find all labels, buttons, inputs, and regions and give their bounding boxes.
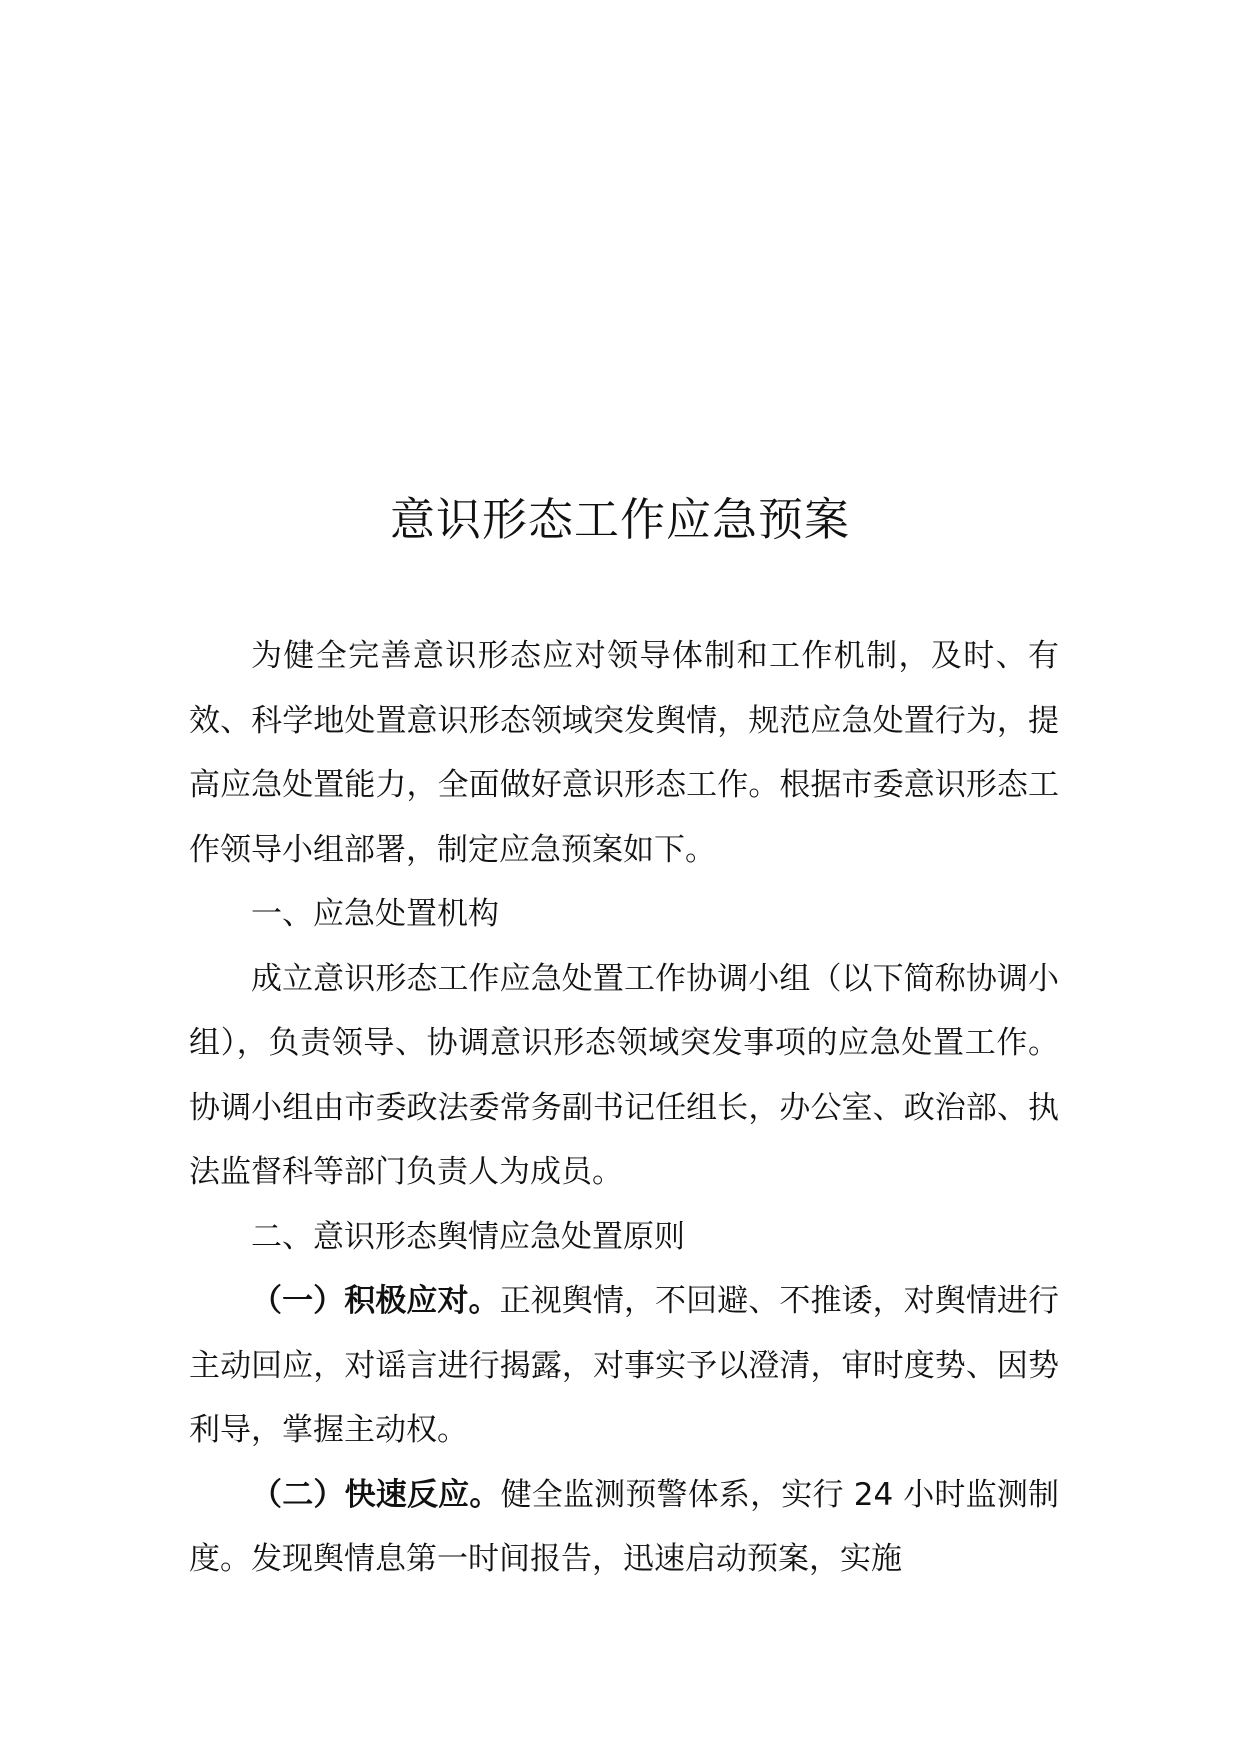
- section-heading-text: 二、意识形态舆情应急处置原则: [251, 1218, 685, 1255]
- section-heading-text: 一、应急处置机构: [251, 896, 499, 932]
- principle-lead: （一）积极应对。: [251, 1283, 500, 1319]
- section-heading-1: [189, 882, 1059, 947]
- paragraph-text: 成立意识形态工作应急处置工作协调小组（以下简称协调小组），负责领导、协调意识形态领域突发事项的应急处置工作。协调小组由市委政法委常务副书记任组长，办公室、政治部、执法监督科等部门负责人为成员。: [189, 960, 1059, 1190]
- principle-2-paragraph: [189, 1463, 1059, 1592]
- document-body: [189, 624, 1059, 1592]
- principle-lead: （二）快速反应。: [251, 1476, 501, 1513]
- paragraph-text: 为健全完善意识形态应对领导体制和工作机制，及时、有效、科学地处置意识形态领域突发舆情，规范应急处置行为，提高应急处置能力，全面做好意识形态工作。根据市委意识形态工作领导小组部署，制定应急预案如下。: [189, 638, 1059, 868]
- intro-paragraph: [189, 624, 1059, 882]
- document-title: 意识形态工作应急预案: [389, 493, 850, 546]
- section-heading-2: [189, 1205, 1059, 1270]
- principle-1-paragraph: [189, 1269, 1059, 1463]
- paragraph-text: 正视舆情，不回避、不推诿，对舆情进行主动回应，对谣言进行揭露，对事实予以澄清，审时度势、因势利导，掌握主动权。: [189, 1283, 1059, 1448]
- section-1-paragraph: [189, 947, 1059, 1205]
- paragraph-text: 健全监测预警体系，实行 24 小时监测制度。发现舆情息第一时间报告，迅速启动预案，实施: [189, 1476, 1060, 1577]
